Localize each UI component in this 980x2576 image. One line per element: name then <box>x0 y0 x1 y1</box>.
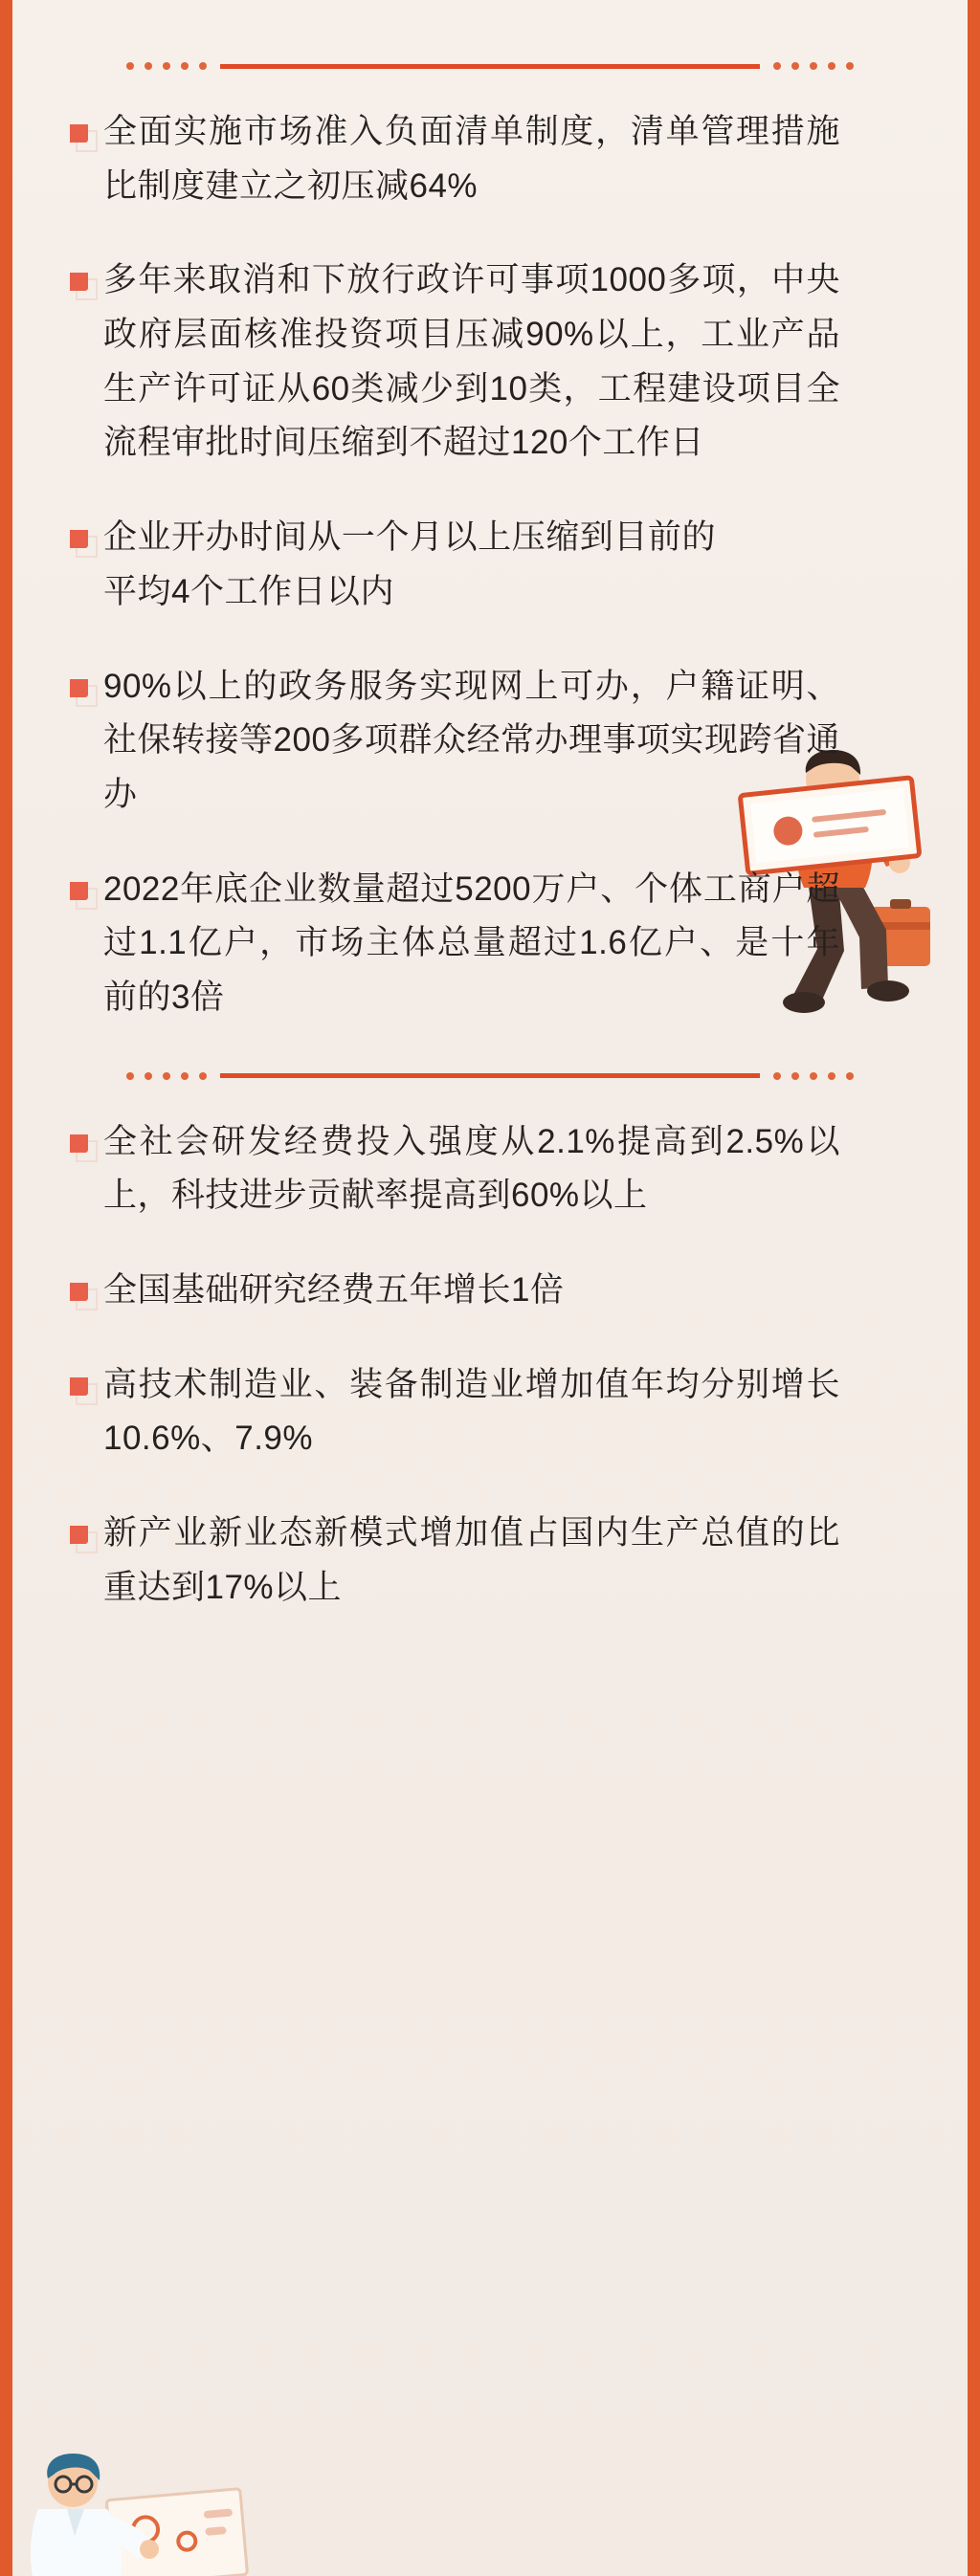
frame-border-left <box>0 0 12 2576</box>
list-item <box>70 660 910 823</box>
square-bullet-icon <box>70 1283 88 1301</box>
list-item <box>70 1507 910 1615</box>
square-bullet-icon <box>70 882 88 900</box>
square-bullet-icon <box>70 1377 88 1396</box>
divider-middle <box>126 1066 854 1087</box>
list-item-text: 多年来取消和下放行政许可事项1000多项，中央政府层面核准投资项目压减90%以上，工业产品生产许可证从60类减少到10类，工程建设项目全流程审批时间压缩到不超过120个工作日 <box>103 261 840 462</box>
list-item <box>70 105 910 213</box>
square-bullet-icon <box>70 530 88 548</box>
square-bullet-icon <box>70 124 88 143</box>
divider-top <box>126 55 854 77</box>
frame-border-right <box>968 0 980 2576</box>
list-item <box>70 1358 910 1466</box>
list-item <box>70 1264 910 1318</box>
divider-bar <box>220 64 760 69</box>
list-item-text: 新产业新业态新模式增加值占国内生产总值的比重达到17%以上 <box>103 1514 840 1606</box>
divider-bar <box>220 1073 760 1078</box>
list-item-text: 90%以上的政务服务实现网上可办，户籍证明、社保转接等200多项群众经常办理事项实现跨省通办 <box>103 667 840 813</box>
list-item-text: 全国基础研究经费五年增长1倍 <box>103 1271 565 1309</box>
list-item-text: 全面实施市场准入负面清单制度，清单管理措施比制度建立之初压减64% <box>103 113 840 205</box>
divider-dots-left <box>126 62 207 70</box>
content-column <box>12 0 968 2576</box>
list-item-text: 2022年底企业数量超过5200万户、个体工商户超过1.1亿户，市场主体总量超过1.6亿户、是十年前的3倍 <box>103 870 840 1016</box>
scientist-with-document-illustration <box>17 2375 266 2576</box>
section-innovation-achievements <box>70 1115 910 1616</box>
square-bullet-icon <box>70 679 88 697</box>
divider-dots-right <box>773 1072 854 1080</box>
square-bullet-icon <box>70 1526 88 1544</box>
list-item-text: 企业开办时间从一个月以上压缩到目前的平均4个工作日以内 <box>103 518 716 610</box>
square-bullet-icon <box>70 273 88 291</box>
list-item <box>70 511 910 619</box>
list-item <box>70 1115 910 1223</box>
list-item <box>70 863 910 1025</box>
divider-dots-left <box>126 1072 207 1080</box>
list-item <box>70 253 910 471</box>
list-item-text: 全社会研发经费投入强度从2.1%提高到2.5%以上，科技进步贡献率提高到60%以上 <box>103 1122 840 1215</box>
square-bullet-icon <box>70 1134 88 1153</box>
section-market-access-reform <box>70 105 910 1025</box>
divider-dots-right <box>773 62 854 70</box>
list-item-text: 高技术制造业、装备制造业增加值年均分别增长10.6%、7.9% <box>103 1365 840 1458</box>
